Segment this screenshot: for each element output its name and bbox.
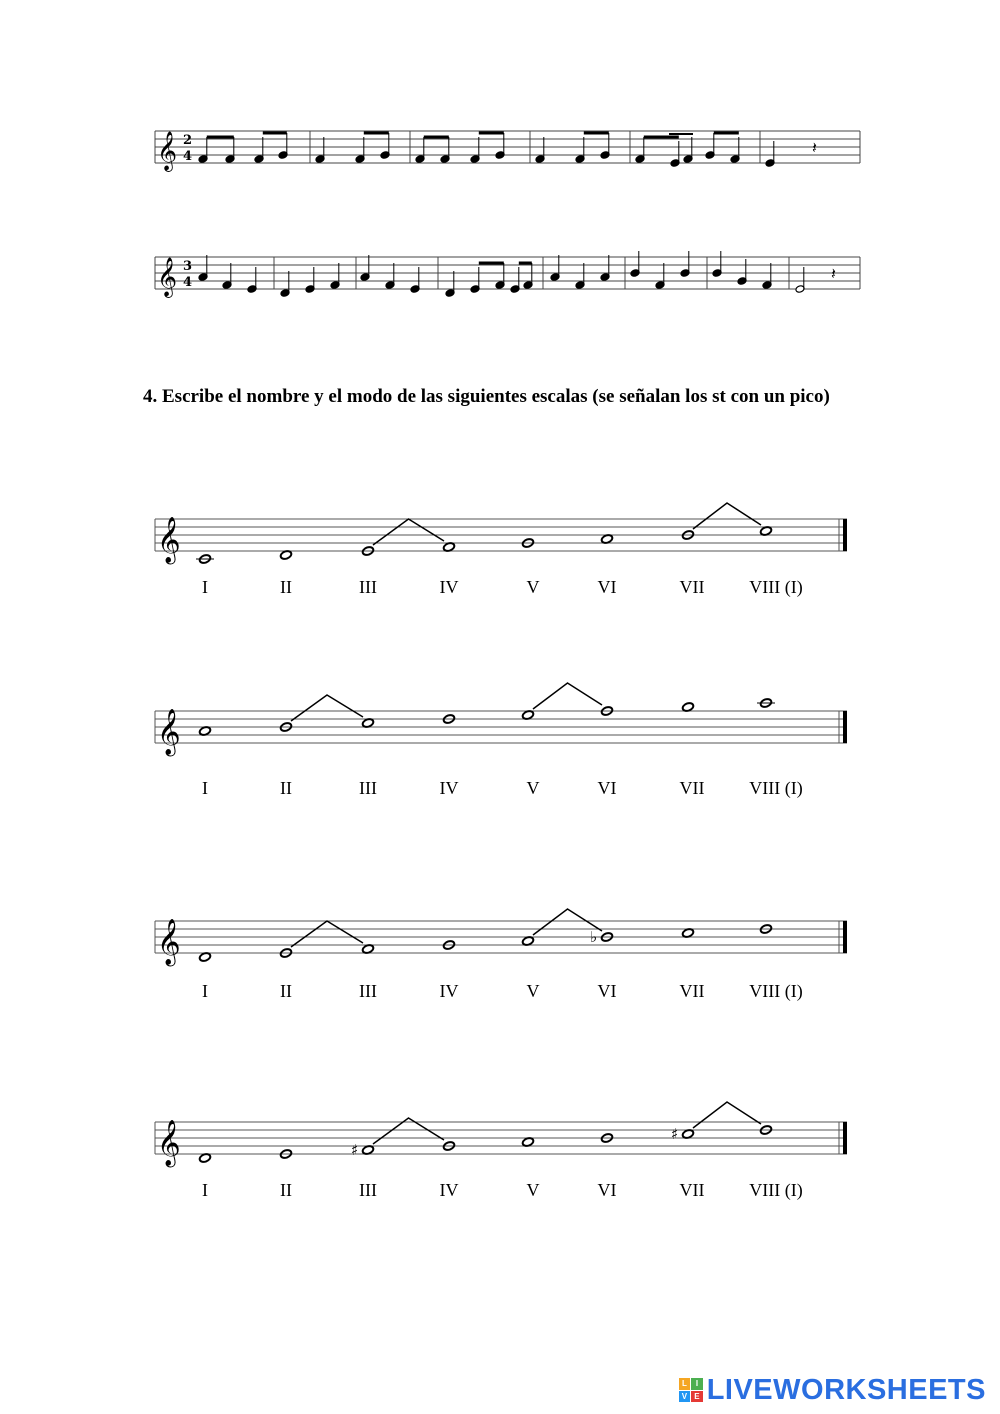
scale-staff-1 [155, 513, 855, 573]
logo-text: LIVEWORKSHEETS [706, 1373, 986, 1406]
degree-label: III [359, 1180, 377, 1200]
degree-label: III [359, 981, 377, 1001]
liveworksheets-logo [679, 1372, 986, 1408]
degree-label: IV [439, 778, 459, 798]
degree-label: VIII (I) [749, 981, 803, 1001]
degree-label: VI [597, 577, 617, 597]
time-signature-top: 3 [183, 259, 193, 274]
time-signature-bottom: 4 [183, 275, 193, 290]
degree-label: IV [439, 577, 459, 597]
treble-clef-icon: 𝄞 [157, 919, 181, 965]
sharp-icon: ♯ [351, 1141, 359, 1159]
degree-label: VI [597, 778, 617, 798]
degree-label: II [280, 981, 292, 1001]
semitone-peak [533, 683, 602, 709]
degree-label: V [526, 981, 540, 1001]
rhythm-staff-1 [155, 120, 867, 172]
degree-label: V [526, 577, 540, 597]
degree-label: III [359, 778, 377, 798]
quarter-rest-icon: 𝄽 [831, 264, 836, 283]
rhythm-notes [198, 251, 805, 297]
flat-icon: ♭ [590, 928, 598, 946]
degree-label: II [280, 778, 292, 798]
degree-label: II [280, 577, 292, 597]
degree-label: I [202, 981, 208, 1001]
degree-label: V [526, 778, 540, 798]
time-signature-top: 2 [183, 133, 193, 148]
degree-label: IV [439, 1180, 459, 1200]
degree-label: I [202, 778, 208, 798]
treble-clef-icon: 𝄞 [157, 709, 181, 755]
treble-clef-icon: 𝄞 [157, 131, 178, 171]
degree-label: I [202, 577, 208, 597]
degree-label: VII [679, 1180, 705, 1200]
degree-label: VII [679, 577, 705, 597]
time-signature-bottom: 4 [183, 149, 193, 164]
degree-label: II [280, 1180, 292, 1200]
semitone-peak [291, 921, 363, 947]
liveworksheets-badge-icon: L I V E [679, 1378, 703, 1402]
degree-label: VII [679, 981, 705, 1001]
degree-label: VII [679, 778, 705, 798]
scale-staff-4 [155, 1116, 855, 1176]
quarter-rest-icon: 𝄽 [812, 138, 817, 157]
exercise-title: 4. Escribe el nombre y el modo de las siguientes escalas (se señalan los st con un pico) [143, 386, 830, 407]
scale-staff-2 [155, 705, 855, 765]
treble-clef-icon: 𝄞 [157, 517, 181, 563]
rhythm-notes [198, 133, 775, 167]
treble-clef-icon: 𝄞 [157, 1120, 181, 1166]
treble-clef-icon: 𝄞 [157, 257, 178, 297]
rhythm-staff-2 [155, 246, 867, 298]
degree-label: IV [439, 981, 459, 1001]
degree-label: VIII (I) [749, 778, 803, 798]
semitone-peak [693, 503, 761, 529]
degree-label: VI [597, 1180, 617, 1200]
degree-label: VIII (I) [749, 1180, 803, 1200]
degree-label: VIII (I) [749, 577, 803, 597]
degree-label: III [359, 577, 377, 597]
semitone-peak [693, 1102, 761, 1128]
semitone-peak [291, 695, 363, 721]
sharp-icon: ♯ [671, 1125, 679, 1143]
semitone-peak [373, 519, 444, 545]
scale-staff-3 [155, 915, 855, 975]
degree-label: VI [597, 981, 617, 1001]
degree-label: I [202, 1180, 208, 1200]
degree-label: V [526, 1180, 540, 1200]
